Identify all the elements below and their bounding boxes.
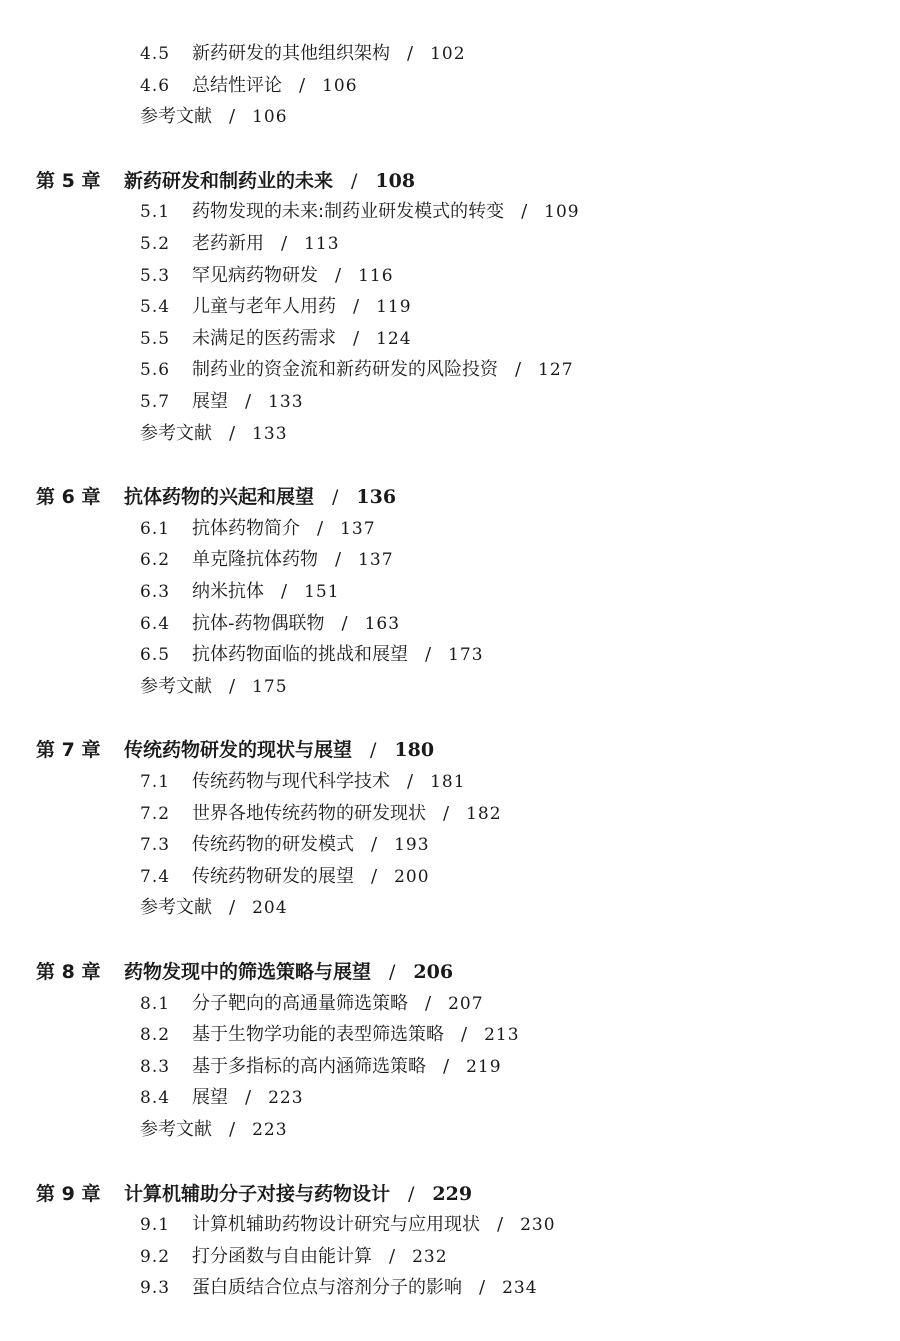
chapter-page-number: 229 <box>432 1182 473 1205</box>
page-separator: / <box>229 897 236 919</box>
page-number: 175 <box>252 676 288 697</box>
references-entry[interactable] <box>140 675 288 699</box>
page-number: 207 <box>448 993 484 1014</box>
section-number: 9.2 <box>140 1246 171 1267</box>
section-entry[interactable] <box>140 390 304 414</box>
section-entry[interactable] <box>140 200 580 224</box>
chapter-page-number: 180 <box>394 739 435 762</box>
chapter-page-number: 108 <box>375 169 416 192</box>
section-number: 5.3 <box>140 265 171 286</box>
page-separator: / <box>281 581 288 602</box>
chapter-title: 计算机辅助分子对接与药物设计 <box>124 1182 391 1205</box>
page-number: 234 <box>502 1278 538 1299</box>
section-title: 蛋白质结合位点与溶剂分子的影响 <box>192 1277 462 1299</box>
page-separator: / <box>370 739 377 762</box>
section-title: 罕见病药物研发 <box>192 264 318 286</box>
section-entry[interactable] <box>140 264 394 288</box>
chapter-title: 药物发现中的筛选策略与展望 <box>124 961 372 983</box>
page-number: 116 <box>358 265 394 286</box>
page-number: 232 <box>412 1246 448 1267</box>
chapter-heading[interactable] <box>36 169 415 193</box>
section-entry[interactable] <box>140 865 430 889</box>
page-separator: / <box>332 486 339 509</box>
references-title: 参考文献 <box>140 106 212 128</box>
section-entry[interactable] <box>140 358 574 382</box>
section-title: 总结性评论 <box>192 74 282 96</box>
page-separator: / <box>371 865 378 887</box>
section-number: 8.2 <box>140 1025 171 1046</box>
page-number: 109 <box>544 202 580 223</box>
chapter-label: 第 8 章 <box>36 961 101 983</box>
section-entry[interactable] <box>140 992 484 1016</box>
page-separator: / <box>229 1119 236 1140</box>
page-number: 137 <box>358 550 394 571</box>
section-title: 未满足的医药需求 <box>192 327 336 349</box>
section-title: 展望 <box>192 391 228 412</box>
section-number: 6.5 <box>140 645 171 666</box>
section-number: 5.2 <box>140 234 171 254</box>
page-separator: / <box>389 1245 396 1267</box>
page-separator: / <box>335 549 342 571</box>
section-entry[interactable] <box>140 1055 502 1079</box>
section-entry[interactable] <box>140 327 412 351</box>
section-title: 传统药物与现代科学技术 <box>192 771 390 792</box>
page-separator: / <box>407 43 414 64</box>
section-number: 5.6 <box>140 360 171 381</box>
section-entry[interactable] <box>140 833 430 857</box>
page-separator: / <box>299 74 306 96</box>
section-entry[interactable] <box>140 1023 520 1047</box>
section-title: 老药新用 <box>192 233 264 254</box>
page-separator: / <box>515 359 522 381</box>
chapter-heading[interactable] <box>36 738 434 762</box>
page-number: 106 <box>322 75 358 96</box>
page-separator: / <box>335 264 342 286</box>
page-separator: / <box>229 106 236 128</box>
chapter-title: 新药研发和制药业的未来 <box>124 169 334 192</box>
page-number: 223 <box>252 1120 288 1140</box>
page-separator: / <box>229 422 236 444</box>
section-number: 7.2 <box>140 803 171 824</box>
references-entry[interactable] <box>140 1118 288 1142</box>
page-number: 182 <box>466 803 502 824</box>
page-number: 102 <box>430 44 466 64</box>
page-separator: / <box>341 612 348 634</box>
page-number: 127 <box>538 360 574 381</box>
page-separator: / <box>521 201 528 223</box>
references-title: 参考文献 <box>140 422 212 444</box>
section-title: 新药研发的其他组织架构 <box>192 43 390 64</box>
section-entry[interactable] <box>140 1213 556 1237</box>
section-entry[interactable] <box>140 295 412 319</box>
page-number: 137 <box>340 518 376 539</box>
chapter-page-number: 206 <box>413 961 454 983</box>
section-number: 7.3 <box>140 835 171 856</box>
page-separator: / <box>245 1087 252 1109</box>
section-number: 5.4 <box>140 297 171 318</box>
references-entry[interactable] <box>140 422 288 446</box>
section-number: 6.4 <box>140 613 171 634</box>
page-number: 151 <box>304 582 340 602</box>
page-separator: / <box>461 1024 468 1046</box>
section-number: 6.3 <box>140 582 171 602</box>
page-number: 133 <box>252 423 288 444</box>
section-entry[interactable] <box>140 1245 448 1269</box>
section-title: 抗体药物简介 <box>192 517 300 539</box>
section-number: 9.1 <box>140 1215 171 1236</box>
page-number: 213 <box>484 1025 520 1046</box>
section-number: 5.7 <box>140 392 171 412</box>
chapter-label: 第 5 章 <box>36 169 101 192</box>
chapter-label: 第 9 章 <box>36 1182 101 1205</box>
section-entry[interactable] <box>140 1086 304 1110</box>
section-entry[interactable] <box>140 517 376 541</box>
chapter-heading[interactable] <box>36 1182 472 1206</box>
chapter-title: 抗体药物的兴起和展望 <box>124 486 315 509</box>
page-separator: / <box>408 1182 415 1205</box>
page-separator: / <box>351 169 358 192</box>
section-title: 分子靶向的高通量筛选策略 <box>192 992 408 1014</box>
section-title: 传统药物的研发模式 <box>192 834 354 856</box>
section-entry[interactable] <box>140 232 340 256</box>
section-number: 7.4 <box>140 866 171 887</box>
chapter-heading[interactable] <box>36 960 453 984</box>
chapter-heading[interactable] <box>36 485 396 509</box>
section-number: 4.6 <box>140 75 171 96</box>
section-number: 4.5 <box>140 44 171 64</box>
section-title: 打分函数与自由能计算 <box>192 1245 372 1267</box>
page-number: 223 <box>268 1088 304 1109</box>
page-number: 230 <box>520 1215 556 1236</box>
page-separator: / <box>353 296 360 318</box>
section-entry[interactable] <box>140 42 466 66</box>
section-title: 药物发现的未来:制药业研发模式的转变 <box>192 201 505 223</box>
chapter-label: 第 6 章 <box>36 486 101 509</box>
page-number: 204 <box>252 898 288 919</box>
page-separator: / <box>443 802 450 824</box>
section-title: 基于多指标的高内涵筛选策略 <box>192 1055 426 1077</box>
section-title: 抗体药物面临的挑战和展望 <box>192 644 408 666</box>
page-separator: / <box>245 391 252 412</box>
section-number: 6.1 <box>140 518 171 539</box>
page-separator: / <box>317 517 324 539</box>
page-number: 133 <box>268 392 304 412</box>
page-number: 106 <box>252 107 288 128</box>
chapter-page-number: 136 <box>356 486 397 509</box>
references-entry[interactable] <box>140 896 288 920</box>
section-number: 8.3 <box>140 1056 171 1077</box>
page-separator: / <box>443 1055 450 1077</box>
section-title: 儿童与老年人用药 <box>192 296 336 318</box>
section-title: 传统药物研发的展望 <box>192 865 354 887</box>
references-title: 参考文献 <box>140 675 212 697</box>
page-separator: / <box>497 1214 504 1236</box>
section-title: 基于生物学功能的表型筛选策略 <box>192 1024 444 1046</box>
page-separator: / <box>281 233 288 254</box>
chapter-title: 传统药物研发的现状与展望 <box>124 739 353 762</box>
section-number: 9.3 <box>140 1278 171 1299</box>
page-number: 124 <box>376 328 412 349</box>
section-entry[interactable] <box>140 580 340 604</box>
page-separator: / <box>371 834 378 856</box>
page-number: 181 <box>430 772 466 792</box>
page-separator: / <box>229 675 236 697</box>
page-separator: / <box>425 992 432 1014</box>
page-separator: / <box>353 327 360 349</box>
page-separator: / <box>407 771 414 792</box>
section-number: 6.2 <box>140 550 171 571</box>
page-number: 113 <box>304 234 340 254</box>
section-title: 计算机辅助药物设计研究与应用现状 <box>192 1214 480 1236</box>
page-separator: / <box>479 1277 486 1299</box>
references-title: 参考文献 <box>140 1119 212 1140</box>
section-title: 单克隆抗体药物 <box>192 549 318 571</box>
chapter-label: 第 7 章 <box>36 739 101 762</box>
section-number: 5.5 <box>140 328 171 349</box>
section-entry[interactable] <box>140 643 484 667</box>
page-separator: / <box>425 644 432 666</box>
section-entry[interactable] <box>140 74 358 98</box>
section-title: 世界各地传统药物的研发现状 <box>192 802 426 824</box>
page-separator: / <box>389 961 396 983</box>
page-number: 200 <box>394 866 430 887</box>
section-number: 7.1 <box>140 772 171 792</box>
page-number: 219 <box>466 1056 502 1077</box>
section-entry[interactable] <box>140 770 466 794</box>
section-title: 制药业的资金流和新药研发的风险投资 <box>192 359 498 381</box>
section-number: 8.1 <box>140 993 171 1014</box>
references-entry[interactable] <box>140 105 288 129</box>
section-title: 展望 <box>192 1087 228 1109</box>
page-number: 193 <box>394 835 430 856</box>
page-number: 163 <box>364 613 401 634</box>
section-entry[interactable] <box>140 548 394 572</box>
page-number: 119 <box>376 297 412 318</box>
section-entry[interactable] <box>140 1276 538 1300</box>
section-number: 5.1 <box>140 202 171 223</box>
section-entry[interactable] <box>140 612 400 636</box>
section-number: 8.4 <box>140 1088 171 1109</box>
section-title: 抗体-药物偶联物 <box>192 612 325 634</box>
section-title: 纳米抗体 <box>192 581 264 602</box>
references-title: 参考文献 <box>140 897 212 919</box>
section-entry[interactable] <box>140 802 502 826</box>
page-number: 173 <box>448 645 484 666</box>
